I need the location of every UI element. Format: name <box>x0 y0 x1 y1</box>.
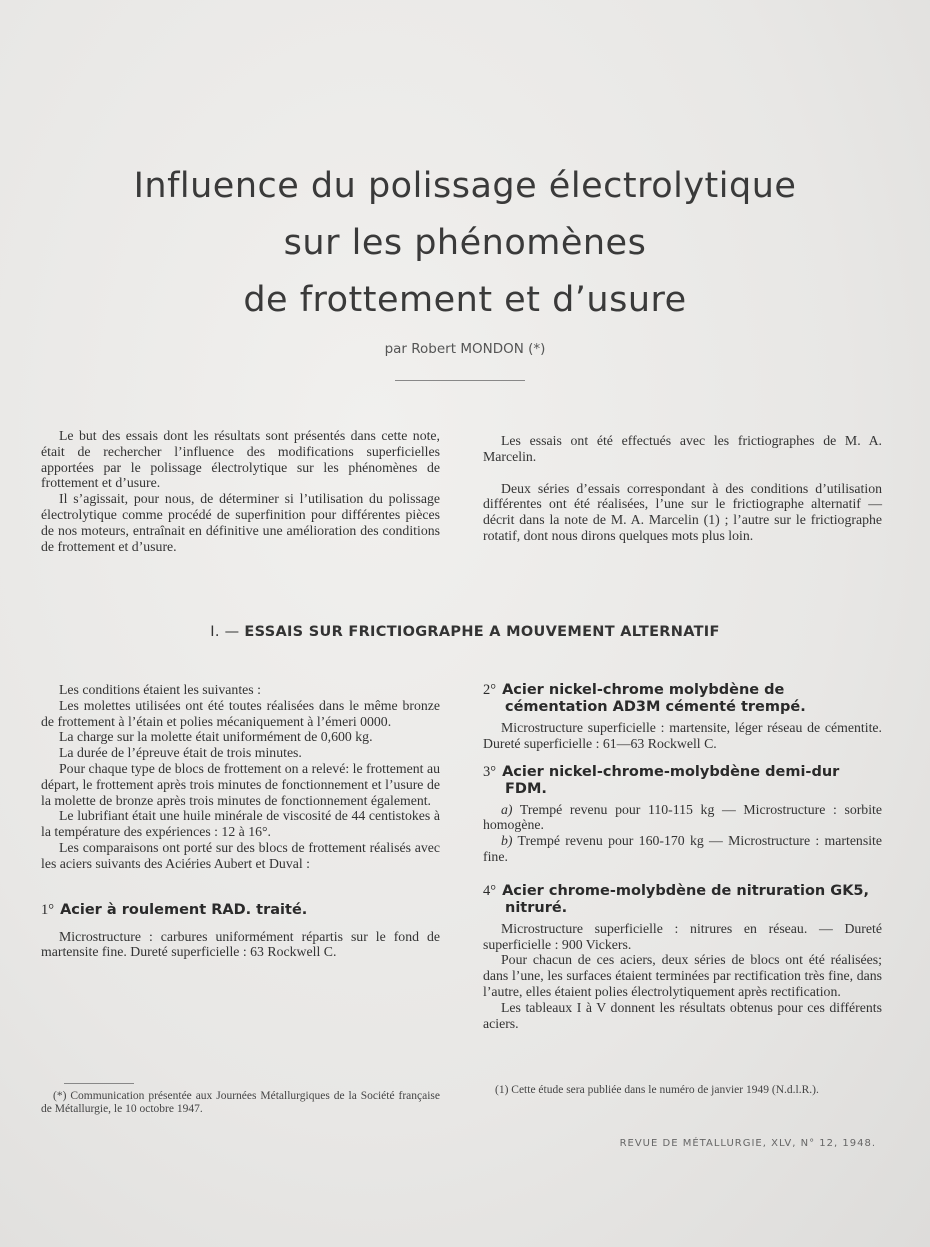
steel-3-title: Acier nickel-chrome-molybdène demi-dur FDM. <box>502 763 840 797</box>
paragraph: Il s’agissait, pour nous, de déterminer si l’utilisation du polissage électrolytique comme procédé de superfinition pour différentes pièces de nos moteurs, entraînait en définitive une amélioration des conditions de frottement et d’usure. <box>41 491 440 554</box>
paragraph: Le lubrifiant était une huile minérale de viscosité de 44 centistokes à la température des expériences : 12 à 16°. <box>41 808 440 840</box>
body-right-column <box>483 682 882 1031</box>
title-line-2: sur les phénomènes <box>283 223 647 263</box>
footnote-rule-left <box>64 1083 134 1084</box>
steel-4-heading <box>483 883 882 917</box>
journal-reference: REVUE DE MÉTALLURGIE, XLV, N° 12, 1948. <box>619 1138 876 1149</box>
steel-3-b-label: b) <box>501 833 513 849</box>
paragraph: Le but des essais dont les résultats sont présentés dans cette note, était de rechercher l’influence des modifications superficielles apportées par le polissage électrolytique sur les phénomènes de frottement et d’usure. <box>41 428 440 491</box>
footnote-left-text: (*) Communication présentée aux Journées Métallurgiques de la Société française de Métallurgie, le 10 octobre 1947. <box>41 1090 440 1115</box>
steel-3-b-text: Trempé revenu pour 160-170 kg — Microstructure : martensite fine. <box>483 833 882 864</box>
footnote-left <box>41 1090 440 1116</box>
paragraph: La durée de l’épreuve était de trois minutes. <box>59 745 302 761</box>
steel-3-number: 3° <box>483 763 497 780</box>
paragraph: Deux séries d’essais correspondant à des conditions d’utilisation différentes ont été réalisées, l’une sur le frictiographe alternatif — décrit dans la note de M. A. Marcelin (1) ; l’autre sur le frictiographe rotatif, dont nous dirons quelques mots plus loin. <box>483 480 882 543</box>
intro-right-column <box>483 433 882 544</box>
steel-3-a <box>483 802 882 834</box>
intro-left-column <box>41 428 440 554</box>
steel-2-text: Microstructure superficielle : martensite, léger réseau de cémentite. Dureté superficielle : 61—63 Rockwell C. <box>483 720 882 751</box>
steel-3-a-label: a) <box>501 801 513 817</box>
steel-1-title: Acier à roulement RAD. traité. <box>60 901 308 918</box>
steel-3-heading <box>483 764 882 798</box>
byline: par Robert MONDON (*) <box>384 341 546 357</box>
byline-rule <box>395 380 525 381</box>
paragraph: Pour chacun de ces aciers, deux séries de blocs ont été réalisées; dans l’une, les surfaces étaient terminées par rectification très fine, dans l’autre, elles étaient polies électrolytiquement après rectification. <box>483 952 882 999</box>
paragraph: Les molettes utilisées ont été toutes réalisées dans le même bronze de frottement à l’étain et polies mécaniquement à l’émeri 0000. <box>41 697 440 729</box>
steel-2-number: 2° <box>483 682 497 698</box>
paragraph: Les comparaisons ont porté sur des blocs de frottement réalisés avec les aciers suivants des Aciéries Aubert et Duval : <box>41 839 440 871</box>
steel-2-title: Acier nickel-chrome molybdène de cémentation AD3M cémenté trempé. <box>502 682 806 715</box>
title-line-1: Influence du polissage électrolytique <box>133 166 797 206</box>
paragraph: Pour chaque type de blocs de frottement on a relevé: le frottement au départ, le frottement après trois minutes de fonctionnement et l’usure de la molette de bronze après trois minutes de fonctionnement également. <box>41 760 440 808</box>
steel-3-a-text: Trempé revenu pour 110-115 kg — Microstructure : sorbite homogène. <box>483 801 882 833</box>
steel-1-number: 1° <box>41 901 55 918</box>
paragraph: Les tableaux I à V donnent les résultats obtenus pour ces différents aciers. <box>483 999 882 1031</box>
footnote-right <box>483 1084 882 1097</box>
section-title: ESSAIS SUR FRICTIOGRAPHE A MOUVEMENT ALTERNATIF <box>244 624 720 640</box>
steel-1-text: Microstructure : carbures uniformément répartis sur le fond de martensite fine. Dureté superficielle : 63 Rockwell C. <box>41 928 440 960</box>
section-heading <box>0 624 930 640</box>
section-prefix: I. — <box>210 624 240 640</box>
footnote-right-text: (1) Cette étude sera publiée dans le numéro de janvier 1949 (N.d.l.R.). <box>495 1084 819 1096</box>
paragraph: La charge sur la molette était uniformément de 0,600 kg. <box>59 729 373 745</box>
paragraph: Les essais ont été effectués avec les frictiographes de M. A. Marcelin. <box>483 433 882 464</box>
article-title <box>0 158 930 329</box>
steel-1-heading <box>41 902 440 919</box>
steel-3-b <box>483 833 882 865</box>
paragraph: Les conditions étaient les suivantes : <box>59 682 261 697</box>
steel-4-text: Microstructure superficielle : nitrures en réseau. — Dureté superficielle : 900 Vickers. <box>483 920 882 952</box>
steel-4-number: 4° <box>483 882 497 899</box>
title-line-3: de frottement et d’usure <box>243 280 687 320</box>
steel-4-title: Acier chrome-molybdène de nitruration GK5, nitruré. <box>502 882 870 916</box>
body-left-column <box>41 682 440 960</box>
steel-2-heading <box>483 682 882 716</box>
